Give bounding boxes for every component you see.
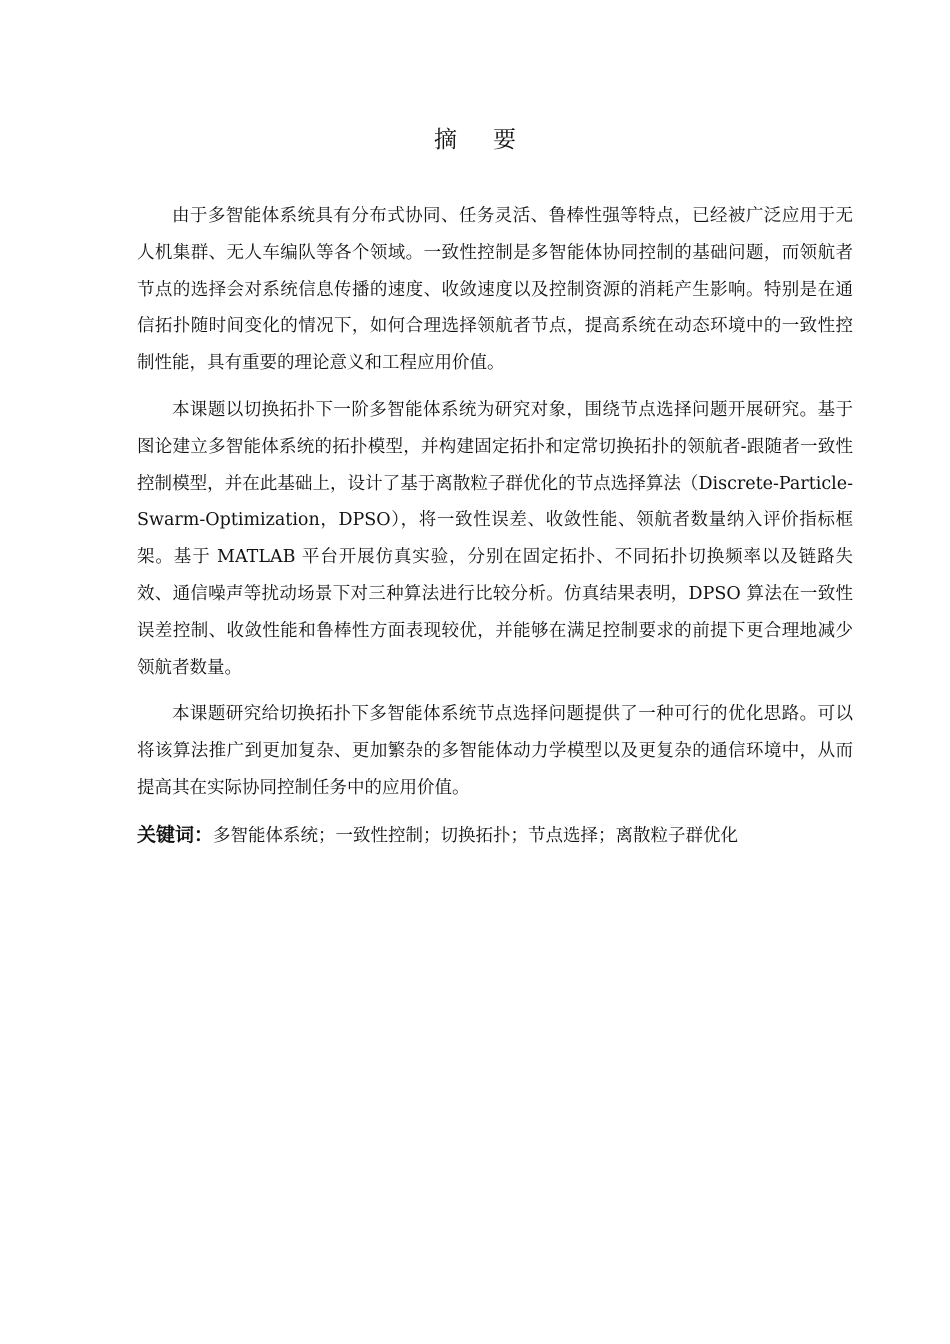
abstract-paragraph-1: 由于多智能体系统具有分布式协同、任务灵活、鲁棒性强等特点，已经被广泛应用于无人机集群、无人车编队等各个领域。一致性控制是多智能体协同控制的基础问题，而领航者节点的选择会对系统信息传播的速度、收敛速度以及控制资源的消耗产生影响。特别是在通信拓扑随时间变化的情况下，如何合理选择领航者节点，提高系统在动态环境中的一致性控制性能，具有重要的理论意义和工程应用价值。: [137, 206, 853, 374]
keywords-line: [137, 817, 853, 854]
abstract-paragraph-2: 本课题以切换拓扑下一阶多智能体系统为研究对象，围绕节点选择问题开展研究。基于图论建立多智能体系统的拓扑模型，并构建固定拓扑和定常切换拓扑的领航者-跟随者一致性控制模型，并在此基础上，设计了基于离散粒子群优化的节点选择算法（Discrete-Particle-Swarm-Optimization，DPSO），将一致性误差、收敛性能、领航者数量纳入评价指标框架。基于 MATLAB 平台开展仿真实验，分别在固定拓扑、不同拓扑切换频率以及链路失效、通信噪声等扰动场景下对三种算法进行比较分析。仿真结果表明，DPSO 算法在一致性误差控制、收敛性能和鲁棒性方面表现较优，并能够在满足控制要求的前提下更合理地减少领航者数量。: [137, 399, 853, 678]
abstract-paragraph-3: 本课题研究给切换拓扑下多智能体系统节点选择问题提供了一种可行的优化思路。可以将该算法推广到更加复杂、更加繁杂的多智能体动力学模型以及更复杂的通信环境中，从而提高其在实际协同控制任务中的应用价值。: [137, 704, 853, 798]
keywords-label: 关键词：: [137, 823, 214, 846]
abstract-body: [137, 198, 853, 854]
keywords-text: 多智能体系统；一致性控制；切换拓扑；节点选择；离散粒子群优化: [213, 825, 739, 846]
page-title: 摘要: [434, 127, 552, 153]
